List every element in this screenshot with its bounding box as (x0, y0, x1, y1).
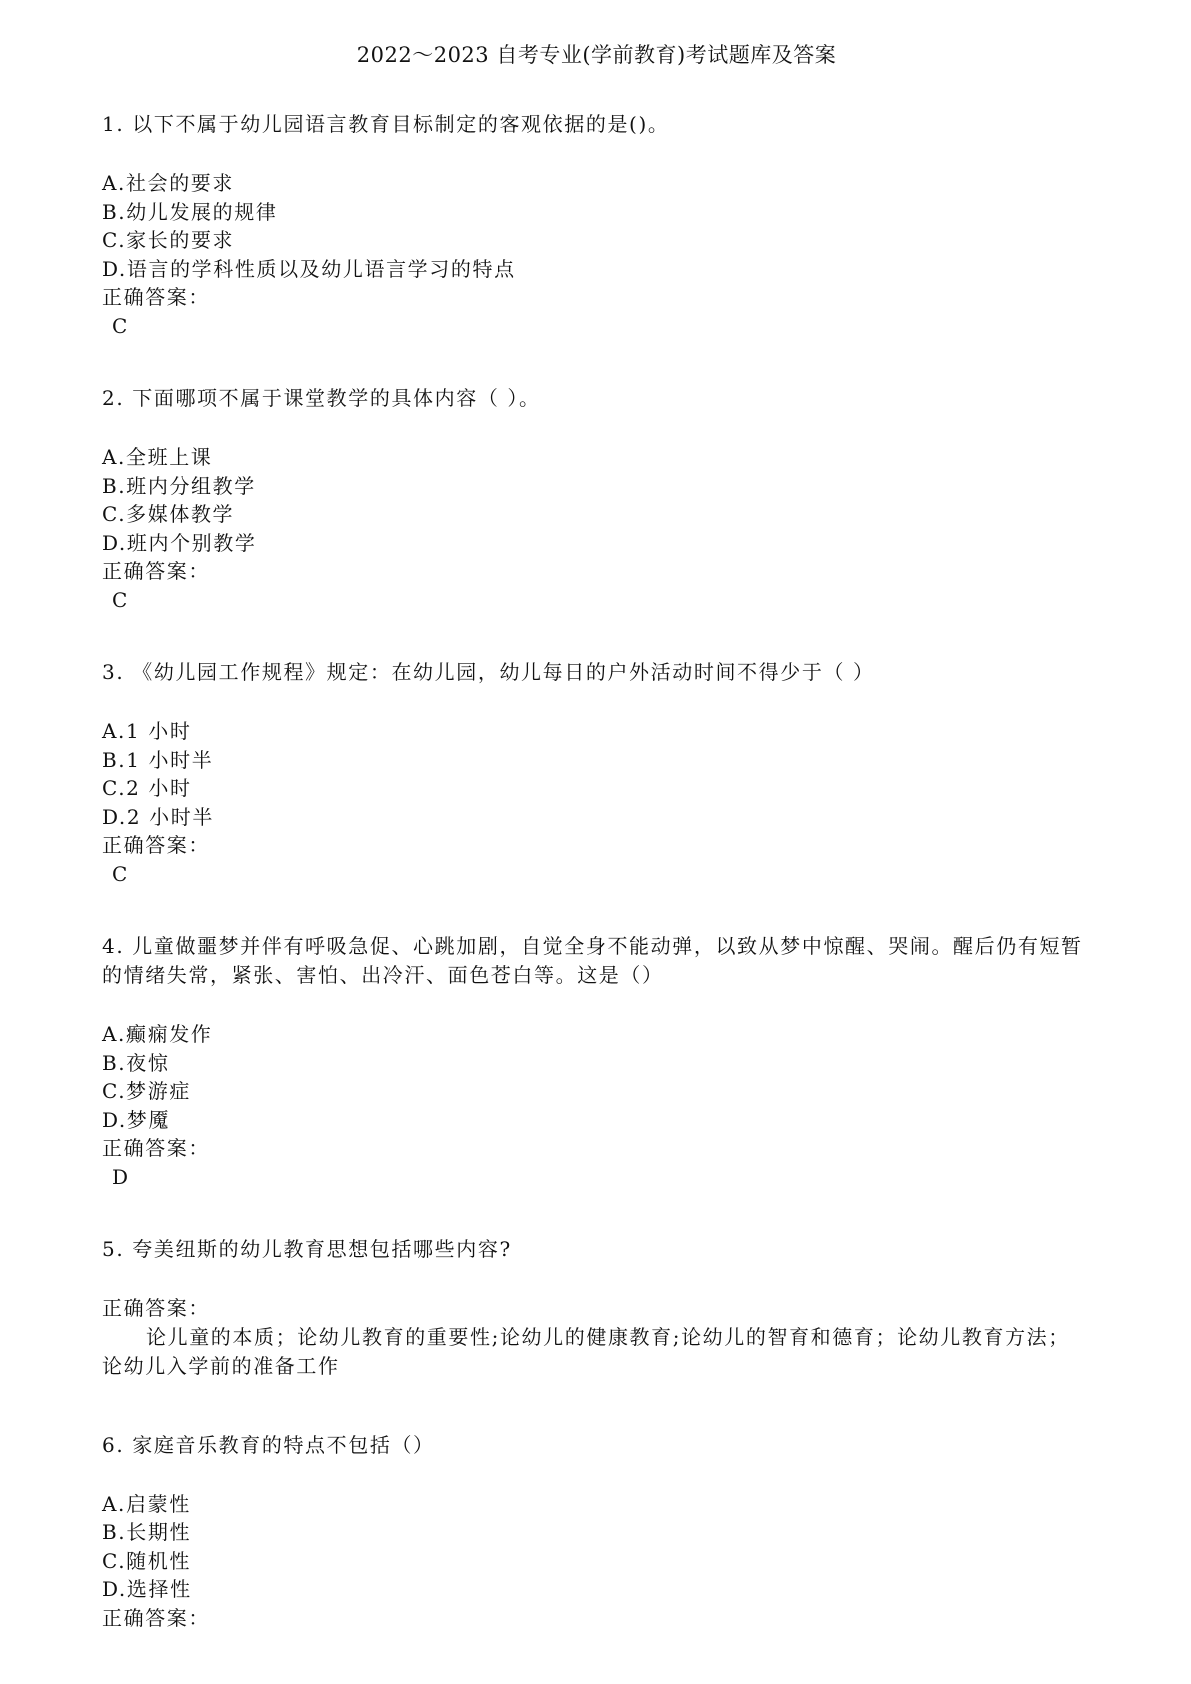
answer-value: C (112, 861, 128, 886)
option-d: D.选择性 (102, 1577, 192, 1601)
answer-text: 论儿童的本质；论幼儿教育的重要性;论幼儿的健康教育;论幼儿的智育和德育；论幼儿教育方法；论幼儿入学前的准备工作 (102, 1324, 1070, 1378)
option-d: D.班内个别教学 (102, 530, 257, 555)
option-a: A.社会的要求 (102, 171, 235, 195)
option-a: A.全班上课 (102, 445, 213, 469)
answer-label: 正确答案： (102, 285, 210, 309)
answer-label: 正确答案： (102, 1605, 210, 1630)
option-b: B.长期性 (102, 1520, 192, 1544)
question-2 (102, 384, 1091, 614)
option-d: D.2 小时半 (102, 804, 214, 829)
option-b: B.夜惊 (102, 1050, 170, 1075)
option-d: D.语言的学科性质以及幼儿语言学习的特点 (102, 256, 516, 281)
question-stem: 1. 以下不属于幼儿园语言教育目标制定的客观依据的是()。 (102, 112, 670, 136)
answer-value: C (112, 587, 128, 612)
question-5 (102, 1235, 1091, 1381)
question-4 (102, 932, 1091, 1191)
question-stem: 4. 儿童做噩梦并伴有呼吸急促、心跳加剧，自觉全身不能动弹，以致从梦中惊醒、哭闹。醒后仍有短暂的情绪失常，紧张、害怕、出冷汗、面色苍白等。这是（） (102, 934, 1083, 987)
answer-label: 正确答案： (102, 1296, 210, 1320)
option-c: C.多媒体教学 (102, 502, 235, 526)
option-b: B.1 小时半 (102, 747, 214, 772)
answer-value: D (112, 1164, 129, 1189)
option-list (102, 169, 1091, 283)
option-b: B.班内分组教学 (102, 473, 256, 498)
document-title: 2022～2023 自考专业(学前教育)考试题库及答案 (356, 43, 837, 67)
option-a: A.启蒙性 (102, 1491, 191, 1516)
option-list (102, 1490, 1091, 1604)
option-c: C.随机性 (102, 1548, 191, 1573)
option-list (102, 443, 1091, 557)
question-1 (102, 110, 1091, 340)
option-a: A.1 小时 (102, 719, 192, 743)
question-3 (102, 658, 1091, 888)
question-stem: 6. 家庭音乐教育的特点不包括（） (102, 1432, 435, 1457)
option-list (102, 717, 1091, 831)
option-c: C.2 小时 (102, 776, 192, 800)
option-list (102, 1020, 1091, 1134)
option-a: A.癫痫发作 (102, 1022, 213, 1046)
question-stem: 5. 夸美纽斯的幼儿教育思想包括哪些内容? (102, 1237, 512, 1261)
question-stem: 3. 《幼儿园工作规程》规定：在幼儿园，幼儿每日的户外活动时间不得少于（ ） (102, 660, 875, 684)
question-6 (102, 1431, 1091, 1633)
option-c: C.梦游症 (102, 1079, 191, 1103)
answer-label: 正确答案： (102, 1136, 210, 1160)
option-c: C.家长的要求 (102, 228, 235, 252)
answer-value: C (112, 313, 128, 338)
option-d: D.梦魇 (102, 1107, 171, 1132)
question-stem: 2. 下面哪项不属于课堂教学的具体内容（ ）。 (102, 386, 541, 410)
answer-label: 正确答案： (102, 833, 210, 857)
answer-label: 正确答案： (102, 559, 210, 583)
option-b: B.幼儿发展的规律 (102, 199, 278, 224)
